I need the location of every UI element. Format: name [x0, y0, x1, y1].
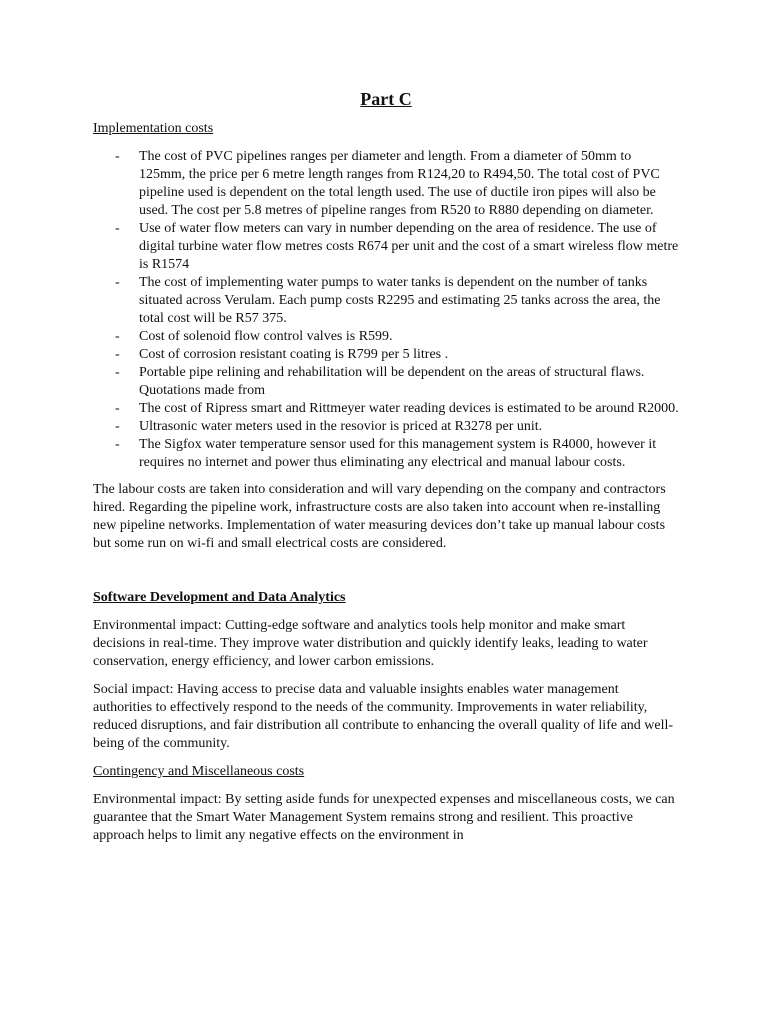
- list-item: - The cost of implementing water pumps to water tanks is dependent on the number of tanks situated across Verulam. Each pump costs R2295 and estimating 25 tanks across the area, the total cost will be R57 375.: [93, 274, 679, 328]
- page-title: Part C: [360, 89, 412, 109]
- document-page: [93, 88, 679, 855]
- list-item: - The cost of PVC pipelines ranges per diameter and length. From a diameter of 50mm to 125mm, the price per 6 metre length ranges from R124,20 to R494,50. The total cost of PVC pipeline used is dependent on the total length used. The use of ductile iron pipes will also be used. The cost per 5.8 metres of pipeline ranges from R520 to R880 depending on diameter.: [93, 148, 679, 220]
- software-development-heading: Software Development and Data Analytics: [93, 590, 346, 605]
- contingency-costs-heading: Contingency and Miscellaneous costs: [93, 764, 305, 779]
- contingency-environmental-impact-paragraph: Environmental impact: By setting aside funds for unexpected expenses and miscellaneous costs, we can guarantee that the Smart Water Management System remains strong and resilient. This proactive approach helps to limit any negative effects on the environment in: [93, 792, 675, 843]
- list-item: - Portable pipe relining and rehabilitation will be dependent on the areas of structural flaws. Quotations made from: [93, 364, 679, 400]
- list-item: - The Sigfox water temperature sensor used for this management system is R4000, however it requires no internet and power thus eliminating any electrical and manual labour costs.: [93, 436, 679, 472]
- implementation-costs-heading: Implementation costs: [93, 121, 214, 136]
- labour-costs-paragraph: The labour costs are taken into consideration and will vary depending on the company and contractors hired. Regarding the pipeline work, infrastructure costs are also taken into account when re-installing new pipeline networks. Implementation of water measuring devices don’t take up manual labour costs but some run on wi-fi and small electrical costs are considered.: [93, 482, 666, 551]
- section-spacer: [93, 563, 679, 589]
- list-item: - Cost of corrosion resistant coating is R799 per 5 litres .: [93, 346, 679, 364]
- list-item: - Use of water flow meters can vary in number depending on the area of residence. The use of digital turbine water flow metres costs R674 per unit and the cost of a smart wireless flow metre is R1574: [93, 220, 679, 274]
- list-item: - The cost of Ripress smart and Rittmeyer water reading devices is estimated to be around R2000.: [93, 400, 679, 418]
- software-social-impact-paragraph: Social impact: Having access to precise data and valuable insights enables water management authorities to effectively respond to the needs of the community. Improvements in water reliability, reduced disruptions, and fair distribution all contribute to enhancing the overall quality of life and well-being of the community.: [93, 682, 674, 751]
- implementation-costs-list: [93, 148, 679, 472]
- software-environmental-impact-paragraph: Environmental impact: Cutting-edge software and analytics tools help monitor and make smart decisions in real-time. They improve water distribution and quickly identify leaks, leading to water conservation, energy efficiency, and lower carbon emissions.: [93, 618, 648, 669]
- list-item: - Ultrasonic water meters used in the resovior is priced at R3278 per unit.: [93, 418, 679, 436]
- list-item: - Cost of solenoid flow control valves is R599.: [93, 328, 679, 346]
